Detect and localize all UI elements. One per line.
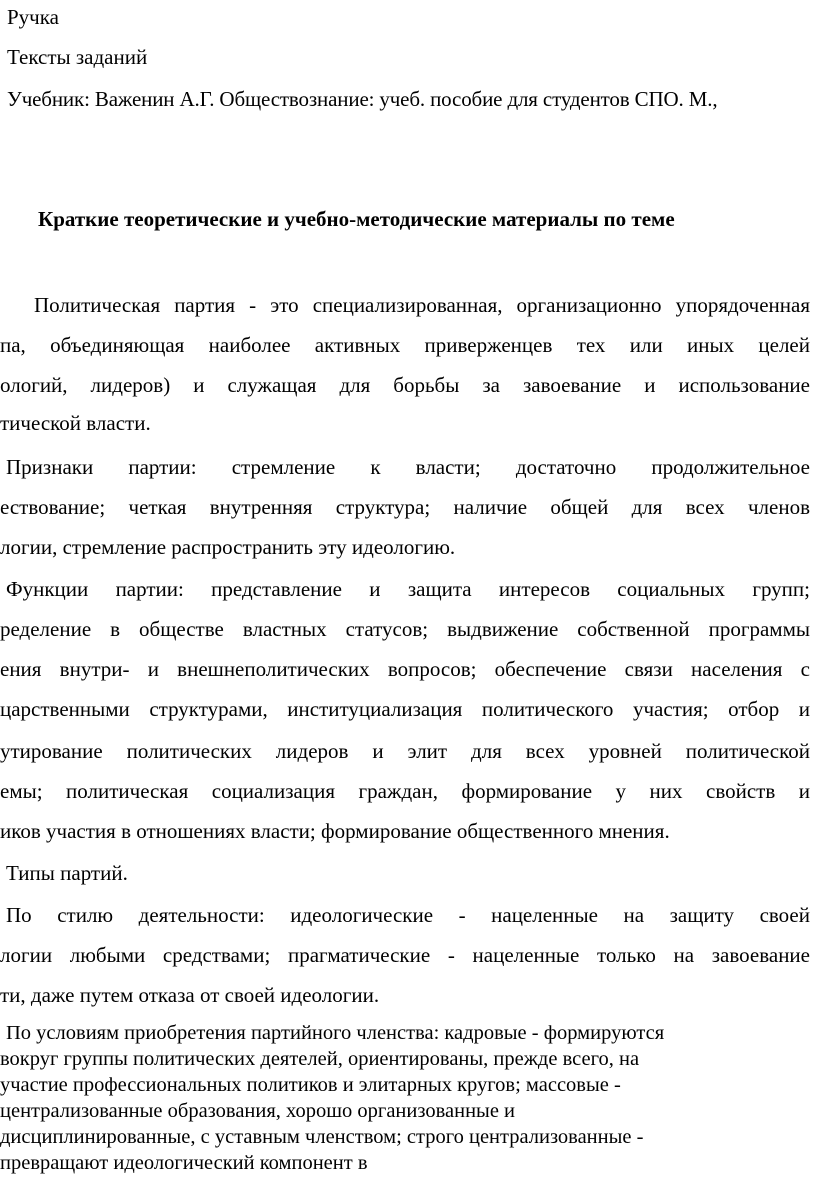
party-functions-line-4: царственными структурами, институциализация политического участия; отбор и bbox=[0, 697, 810, 721]
header-line-task-texts: Тексты заданий bbox=[7, 45, 148, 69]
header-line-pen: Ручка bbox=[7, 5, 59, 29]
party-membership-line-1: По условиям приобретения партийного членства: кадровые - формируются bbox=[6, 1022, 665, 1044]
party-functions-line-1: Функции партии: представление и защита интересов социальных групп; bbox=[6, 577, 810, 601]
party-style-line-2: логии любыми средствами; прагматические - нацеленные только на завоевание bbox=[0, 943, 810, 967]
party-definition-line-2: па, объединяющая наиболее активных приверженцев тех или иных целей bbox=[0, 333, 810, 357]
party-style-line-3: ти, даже путем отказа от своей идеологии. bbox=[0, 983, 380, 1007]
party-functions-line-2: ределение в обществе властных статусов; выдвижение собственной программы bbox=[0, 617, 810, 641]
section-title: Краткие теоретические и учебно-методические материалы по теме bbox=[38, 207, 675, 231]
party-definition-line-4: тической власти. bbox=[0, 411, 151, 435]
party-functions-line-7: иков участия в отношениях власти; формирование общественного мнения. bbox=[0, 819, 670, 843]
party-signs-line-2: ествование; четкая внутренняя структура; наличие общей для всех членов bbox=[0, 495, 810, 519]
party-functions-line-6: емы; политическая социализация граждан, формирование у них свойств и bbox=[0, 779, 810, 803]
party-membership-line-6: превращают идеологический компонент в bbox=[0, 1152, 368, 1174]
party-membership-line-2: вокруг группы политических деятелей, ориентированы, прежде всего, на bbox=[0, 1048, 640, 1070]
party-definition-line-3: ологий, лидеров) и служащая для борьбы за завоевание и использование bbox=[0, 373, 810, 397]
party-membership-line-4: централизованные образования, хорошо организованные и bbox=[0, 1100, 516, 1122]
party-signs-line-1: Признаки партии: стремление к власти; достаточно продолжительное bbox=[6, 455, 810, 479]
header-line-textbook: Учебник: Важенин А.Г. Обществознание: учеб. пособие для студентов СПО. М., bbox=[7, 87, 718, 111]
party-signs-line-3: логии, стремление распространить эту идеологию. bbox=[0, 535, 456, 559]
party-membership-line-3: участие профессиональных политиков и элитарных кругов; массовые - bbox=[0, 1074, 621, 1096]
party-definition-line-1: Политическая партия - это специализированная, организационно упорядоченная bbox=[34, 293, 810, 317]
party-types-heading: Типы партий. bbox=[6, 861, 128, 885]
party-membership-line-5: дисциплинированные, с уставным членством; строго централизованные - bbox=[0, 1126, 644, 1148]
party-style-line-1: По стилю деятельности: идеологические - нацеленные на защиту своей bbox=[6, 903, 810, 927]
party-functions-line-5: утирование политических лидеров и элит для всех уровней политической bbox=[0, 739, 810, 763]
party-functions-line-3: ения внутри- и внешнеполитических вопросов; обеспечение связи населения с bbox=[0, 657, 810, 681]
